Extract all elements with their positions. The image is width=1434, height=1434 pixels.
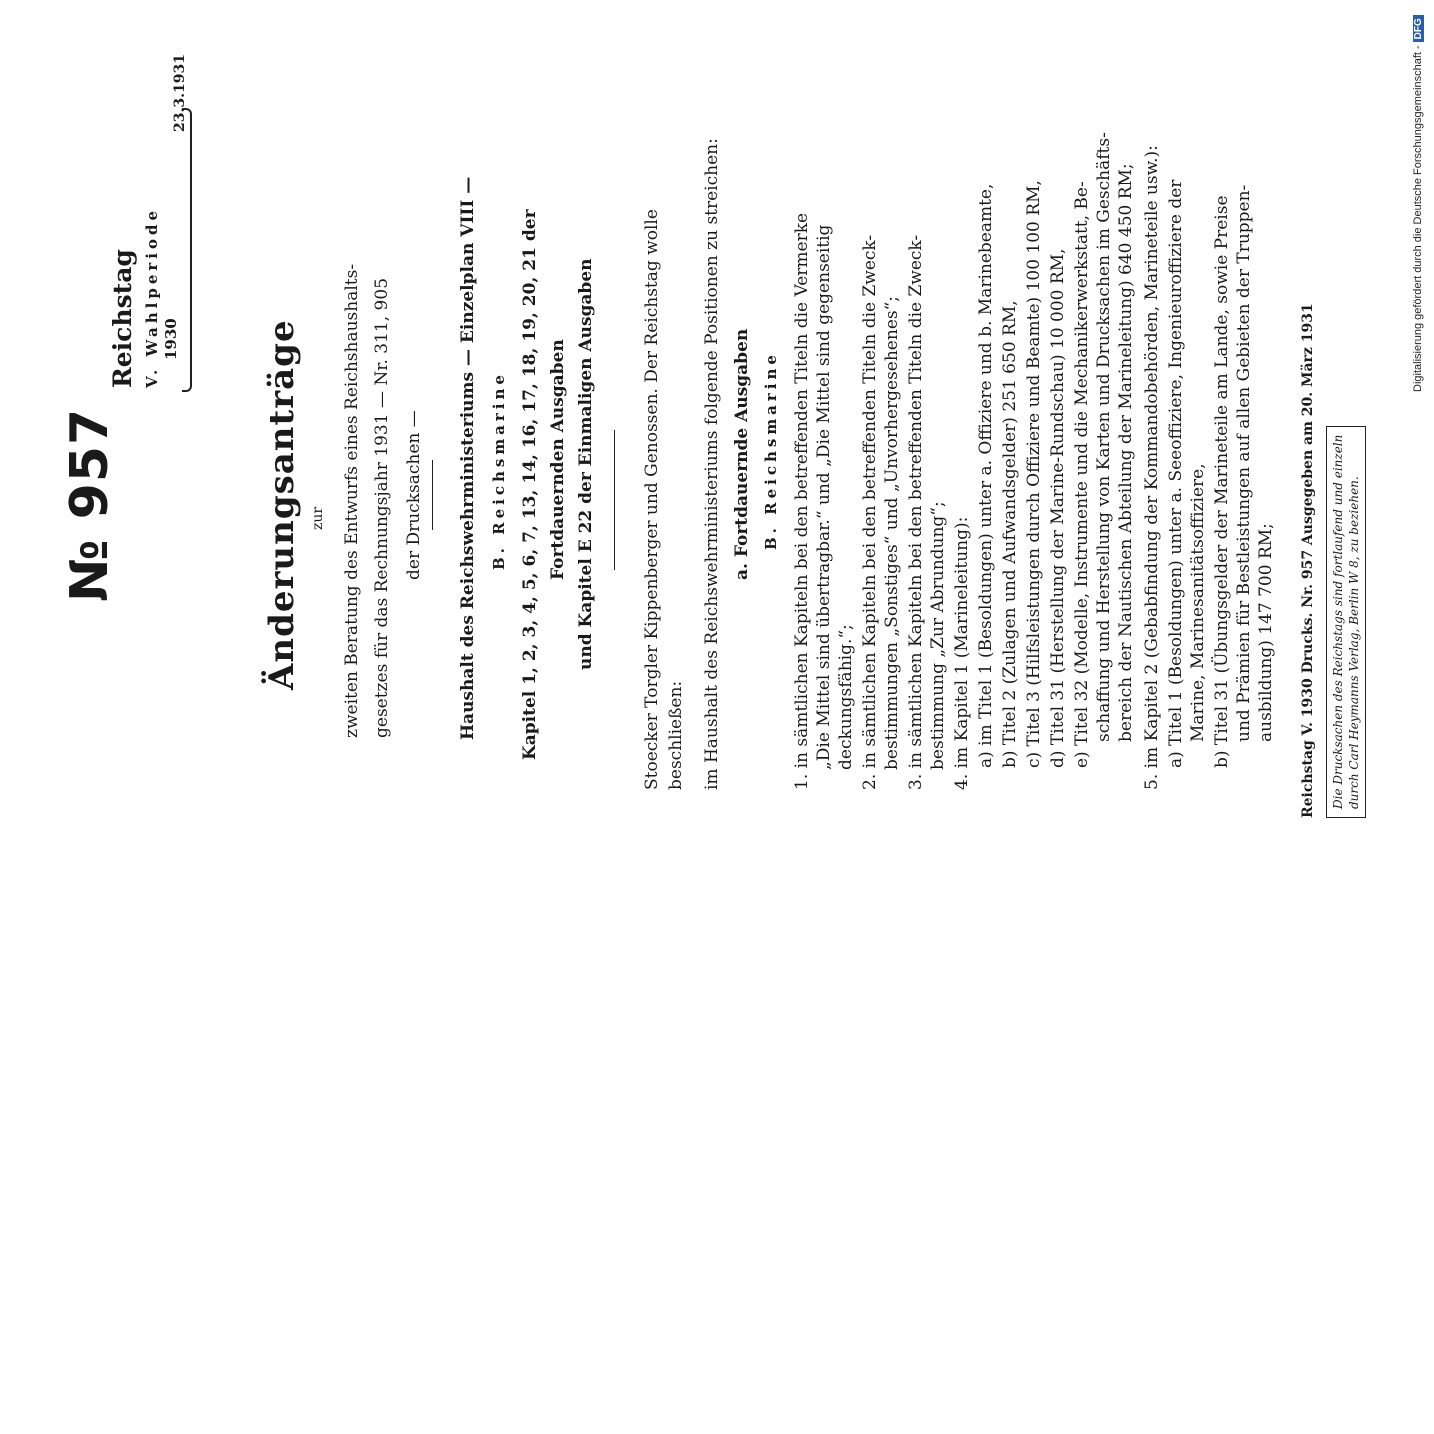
item-5-sub: und Prämien für Bestleistungen auf allen Gebieten der Truppen- — [1234, 184, 1254, 742]
intro-line: gesetzes für das Rechnungsjahr 1931 — Nr. 311, 905 — [372, 277, 392, 738]
intro-line: der Drucksachen — — [404, 410, 424, 580]
item-4-sub: d) Titel 31 (Herstellung der Marine-Rundschau) 10 000 RM, — [1048, 248, 1068, 768]
distribution-note-line: durch Carl Heymanns Verlag, Berlin W 8, zu beziehen. — [1347, 476, 1361, 809]
kapitel-line: Fortdauernden Ausgaben — [548, 339, 568, 580]
reichsmarine-heading: B. Reichsmarine — [490, 371, 508, 570]
item-3: 3. in sämtlichen Kapiteln bei den betreffenden Titeln die Zweck- — [906, 234, 926, 790]
item-3: bestimmung „Zur Abrundung“; — [928, 501, 948, 770]
item-5-sub: b) Titel 31 (Übungsgelder der Marineteile am Lande, sowie Preise — [1212, 195, 1232, 768]
intro-line: zweiten Beratung des Entwurfs eines Reichshaushalts- — [342, 263, 362, 738]
item-5-sub: Marine, Marinesanitätsoffiziere, — [1188, 463, 1208, 742]
year-label: 1930 — [162, 318, 180, 360]
subheading-a: a. Fortdauernde Ausgaben — [732, 328, 752, 580]
haushalt-line: Haushalt des Reichswehrministeriums — Einzelplan VIII — — [458, 176, 478, 740]
item-4: 4. im Kapitel 1 (Marineleitung): — [952, 516, 972, 790]
item-4-sub: a) im Titel 1 (Besoldungen) unter a. Offiziere und b. Marinebeamte, — [976, 183, 996, 768]
item-2: bestimmungen „Sonstiges“ und „Unvorhergesehenes“; — [882, 295, 902, 770]
item-5-sub: a) Titel 1 (Besoldungen) unter a. Seeoffiziere, Ingenieuroffiziere der — [1166, 179, 1186, 768]
funding-notice-text: Digitalisierung gefördert durch die Deutsche Forschungsgemeinschaft - — [1412, 45, 1424, 392]
item-5-sub: ausbildung) 147 700 RM; — [1256, 523, 1276, 742]
item-1: „Die Mittel sind übertragbar.“ und „Die Mittel sind gegenseitig — [814, 224, 834, 770]
kapitel-line: Kapitel 1, 2, 3, 4, 5, 6, 7, 13, 14, 16, 17, 18, 19, 20, 21 der — [520, 209, 540, 760]
movers-line: Stoecker Torgler Kippenberger und Genossen. Der Reichstag wolle — [642, 209, 662, 790]
header-brace — [182, 108, 192, 392]
funding-notice — [1412, 8, 1434, 392]
kapitel-line: und Kapitel E 22 der Einmaligen Ausgaben — [576, 258, 596, 670]
divider — [614, 430, 615, 570]
divider — [432, 460, 433, 530]
document-title: Änderungsanträge — [262, 319, 302, 690]
item-2: 2. in sämtlichen Kapiteln bei den betreffenden Titeln die Zweck- — [860, 234, 880, 790]
subheading-b: B. Reichsmarine — [762, 351, 780, 550]
item-4-sub: bereich der Nautischen Abteilung der Marineleitung) 640 450 RM; — [1116, 163, 1136, 742]
date-stamp: 23.3.1931 — [172, 54, 188, 132]
item-1: deckungsfähig.“; — [836, 624, 856, 770]
dfg-logo: DFG — [1413, 15, 1424, 42]
movers-line: beschließen: — [666, 680, 686, 790]
motion-line: im Haushalt des Reichswehrministeriums folgende Positionen zu streichen: — [702, 138, 722, 790]
item-4-sub: b) Titel 2 (Zulagen und Aufwandsgelder) 251 650 RM, — [1000, 300, 1020, 768]
item-5: 5. im Kapitel 2 (Gebabfindung der Kommandobehörden, Marineteile usw.): — [1142, 145, 1162, 790]
reichstag-label: Reichstag — [108, 249, 137, 388]
item-1: 1. in sämtlichen Kapiteln bei den betreffenden Titeln die Vermerke — [792, 212, 812, 790]
item-4-sub: e) Titel 32 (Modelle, Instrumente und die Mechanikerwerkstatt, Be- — [1072, 181, 1092, 768]
wahlperiode-label: V. Wahlperiode — [143, 207, 161, 388]
footer-line: Reichstag V. 1930 Drucks. Nr. 957 Ausgegeben am 20. März 1931 — [1300, 303, 1316, 818]
title-sub: zur — [310, 506, 326, 530]
item-4-sub: c) Titel 3 (Hilfsleistungen durch Offiziere und Beamte) 100 100 RM, — [1024, 180, 1044, 768]
item-4-sub: schaffung und Herstellung von Karten und Drucksachen im Geschäfts- — [1094, 132, 1114, 742]
distribution-note-line: Die Drucksachen des Reichstags sind fortlaufend und einzeln — [1331, 434, 1345, 809]
distribution-note — [1326, 426, 1366, 818]
document-number: № 957 — [60, 407, 120, 602]
